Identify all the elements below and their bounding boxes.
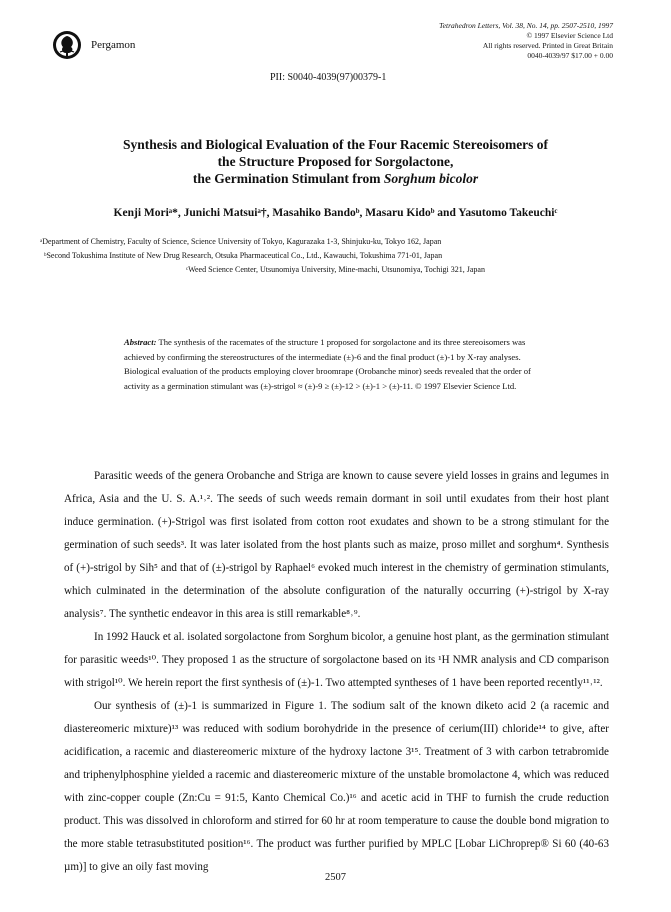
paragraph-3: Our synthesis of (±)-1 is summarized in Figure 1. The sodium salt of the known diketo acid 2 (a racemic and diastereomeric mixture)¹³ was reduced with sodium borohydride in the presence of cerium(III) chloride¹⁴ to give, after acidification, a racemic and diastereomeric mixture of the hydroxy lactone 3¹⁵. Treatment of 3 with carbon tetrabromide and triphenylphosphine yielded a racemic and diastereomeric mixture of the unstable bromolactone 4, which was reduced with zinc-copper couple (Zn:Cu = 91:5, Kanto Chemical Co.)¹⁶ and acetic acid in THF to furnish the crude reduction product. This was dissolved in chloroform and stirred for 60 hr at room temperature to cause the double bond migration to the more stable tetrasubstituted position¹⁶. The product was further purified by MPLC [Lobar LiChroprep® Si 60 (40-63 µm)] to give an oily fast moving [64,700,609,873]
journal-citation: Tetrahedron Letters, Vol. 38, No. 14, pp. 2507-2510, 1997 [439,21,613,30]
paragraph-2: In 1992 Hauck et al. isolated sorgolactone from Sorghum bicolor, a genuine host plant, as the germination stimulant for parasitic weeds¹⁰. They proposed 1 as the structure of sorgolactone based on its ¹H NMR analysis and CD comparison with strigol¹⁰. We herein report the first synthesis of (±)-1. Two attempted syntheses of 1 have been reported recently¹¹˒¹². [64,631,609,689]
title-line-3-prefix: the Germination Stimulant from [192,171,384,186]
affiliations [40,235,631,277]
title-species: Sorghum bicolor [383,171,479,186]
journal-info [439,21,613,61]
abstract [124,335,556,393]
paragraph-1: Parasitic weeds of the genera Orobanche and Striga are known to cause severe yield losses in grains and legumes in Africa, Asia and the U. S. A.¹˒². The seeds of such weeds remain dormant in soil until exudates from their host plant induce germination. (+)-Strigol was first isolated from cotton root exudates and shown to be a strong stimulant for the germination of such seeds³. It was later isolated from the host plants such as maize, proso millet and sorghum⁴. Synthesis of (+)-strigol by Sih⁵ and that of (±)-strigol by Raphael⁶ evoked much interest in the chemistry of germination stimulants, which culminated in the determination of the absolute configuration of the naturally occurring (+)-strigol by X-ray analysis⁷. The synthetic endeavor in this area is still remarkable⁸˒⁹. [64,470,609,620]
issn-price: 0040-4039/97 $17.00 + 0.00 [527,51,613,60]
page-number: 2507 [325,872,346,883]
affiliation-b: ᵇSecond Tokushima Institute of New Drug Research, Otsuka Pharmaceutical Co., Ltd., Kawauchi, Tokushima 771-01, Japan [44,251,443,260]
article-title [40,136,631,187]
affiliation-c: ᶜWeed Science Center, Utsunomiya University, Mine-machi, Utsunomiya, Tochigi 321, Japan [186,265,485,274]
title-line-1: Synthesis and Biological Evaluation of the Four Racemic Stereoisomers of [122,137,549,152]
title-line-2: the Structure Proposed for Sorgolactone, [217,154,454,169]
pii-identifier: PII: S0040-4039(97)00379-1 [270,72,387,83]
affiliation-a: ᵃDepartment of Chemistry, Faculty of Science, Science University of Tokyo, Kagurazaka 1-3, Shinjuku-ku, Tokyo 162, Japan [40,237,442,246]
publisher-name: Pergamon [91,39,136,51]
author-list: Kenji Moriᵃ*, Junichi Matsuiᵃ†, Masahiko Bandoᵇ, Masaru Kidoᵇ and Yasutomo Takeuchiᶜ [113,207,558,219]
rights-line: All rights reserved. Printed in Great Britain [482,41,613,50]
title-line-3 [40,170,631,187]
abstract-text: The synthesis of the racemates of the structure 1 proposed for sorgolactone and its three stereoisomers was achieved by confirming the stereostructures of the intermediate (±)-6 and the final product (±)-1 by X-ray analyses. Biological evaluation of the products employing clover broomrape (Orobanche minor) seeds revealed that the order of activity as a germination stimulant was (±)-strigol ≈ (±)-9 ≥ (±)-12 > (±)-1 > (±)-11. © 1997 Elsevier Science Ltd. [124,337,531,391]
body-text [64,465,609,879]
copyright-line: © 1997 Elsevier Science Ltd [526,31,613,40]
abstract-label: Abstract: [124,337,157,347]
publisher-logo-icon [52,30,82,60]
